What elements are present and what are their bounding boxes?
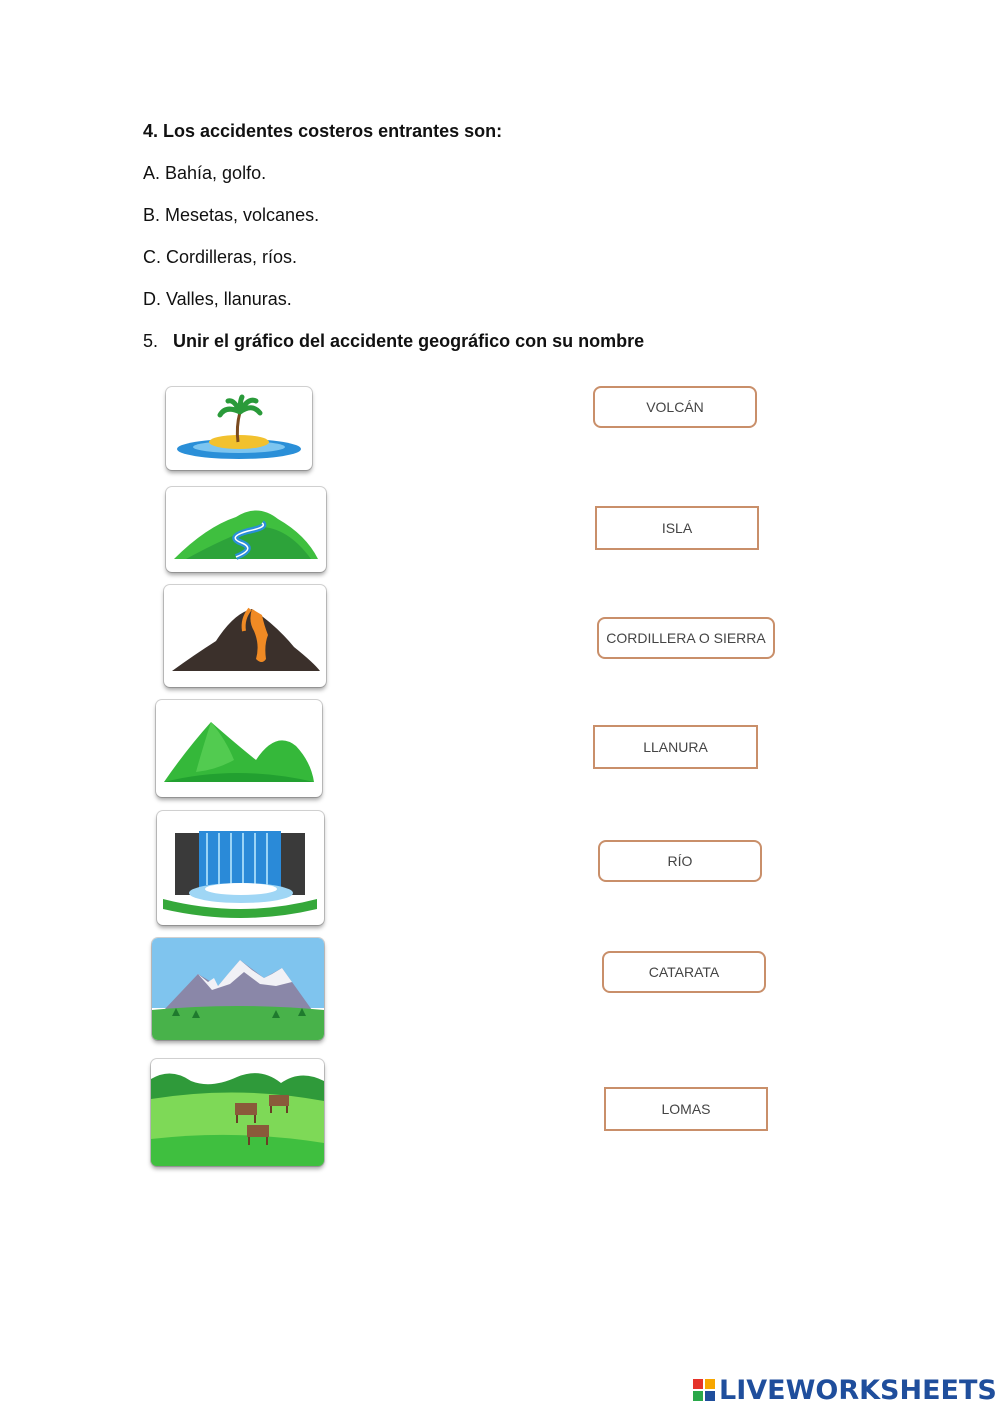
volcano-card[interactable] — [164, 585, 326, 687]
liveworksheets-logo — [693, 1374, 997, 1406]
mountain-range-card[interactable] — [152, 938, 324, 1040]
label-box-cordillera[interactable] — [597, 617, 775, 659]
question-4-title: 4. Los accidentes costeros entrantes son: — [143, 121, 503, 141]
option-d: D. Valles, llanuras. — [143, 289, 292, 309]
label-box-llanura[interactable] — [593, 725, 758, 769]
hills-icon — [156, 700, 322, 797]
label-box-lomas[interactable] — [604, 1087, 768, 1131]
label-box-catarata[interactable] — [602, 951, 766, 993]
question-5-text: Unir el gráfico del accidente geográfico con su nombre — [173, 331, 645, 351]
label-text: RÍO — [667, 853, 693, 869]
label-text: ISLA — [661, 520, 693, 536]
label-box-isla[interactable] — [595, 506, 759, 550]
river-icon — [166, 487, 326, 572]
waterfall-icon — [157, 811, 324, 925]
label-text: LLANURA — [643, 739, 708, 755]
question-5-title — [143, 331, 644, 352]
river-card[interactable] — [166, 487, 326, 572]
question-5-number: 5. — [143, 331, 159, 351]
label-text: VOLCÁN — [646, 399, 704, 415]
option-c: C. Cordilleras, ríos. — [143, 247, 298, 267]
island-card[interactable] — [166, 387, 312, 470]
hills-card[interactable] — [156, 700, 322, 797]
volcano-icon — [164, 585, 326, 687]
waterfall-card[interactable] — [157, 811, 324, 925]
option-b: B. Mesetas, volcanes. — [143, 205, 320, 225]
plain-icon — [151, 1059, 324, 1166]
logo-text: LIVEWORKSHEETS — [719, 1374, 997, 1406]
option-a: A. Bahía, golfo. — [143, 163, 267, 183]
logo-mark-icon — [693, 1379, 715, 1401]
island-icon — [166, 387, 312, 470]
label-text: CORDILLERA O SIERRA — [606, 630, 766, 646]
label-text: CATARATA — [648, 964, 720, 980]
label-box-rio[interactable] — [598, 840, 762, 882]
label-text: LOMAS — [661, 1101, 711, 1117]
mountain-range-icon — [152, 938, 324, 1040]
label-box-volcan[interactable] — [593, 386, 757, 428]
plain-card[interactable] — [151, 1059, 324, 1166]
